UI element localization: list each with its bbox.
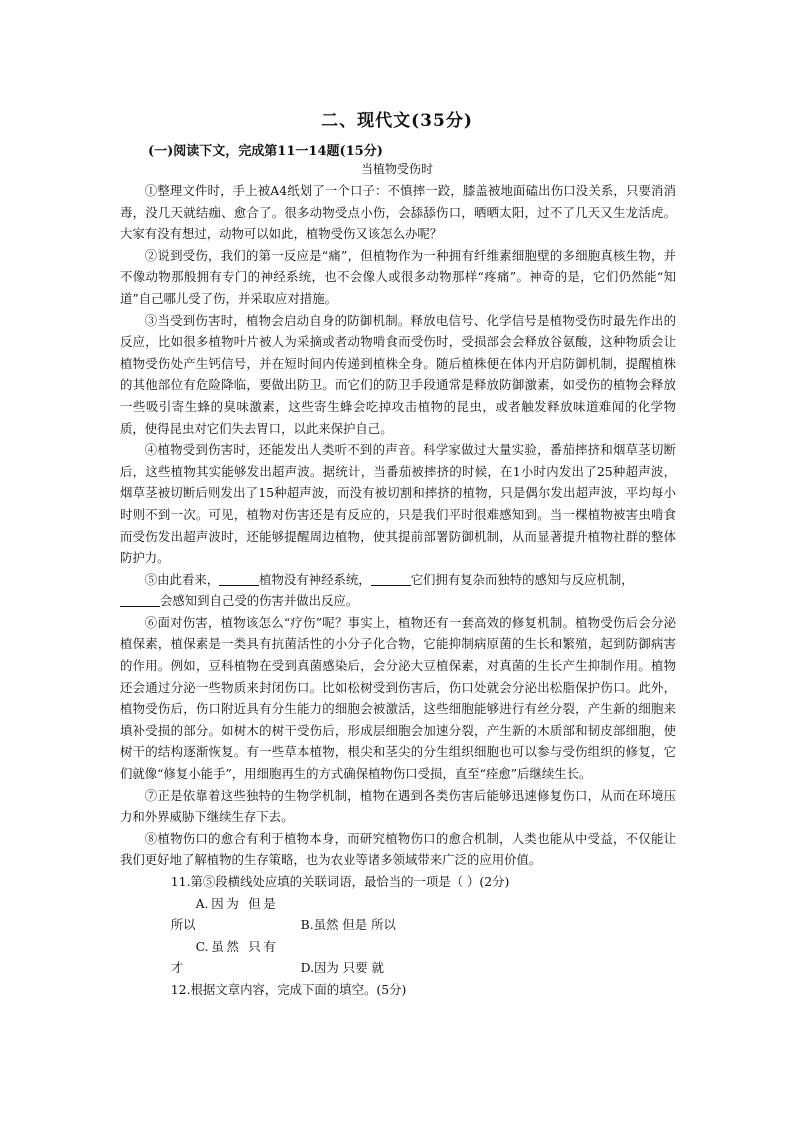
paragraph-5-part-d: 会感知到自己受的伤害并做出反应。 bbox=[160, 593, 359, 609]
paragraph-7: ⑦正是依靠着这些独特的生物学机制，植物在遇到各类伤害后能够迅速修复伤口，从而在环境压力和外界威胁下继续生存下去。 bbox=[120, 787, 676, 825]
question-11-options-row-2 bbox=[120, 936, 676, 979]
paragraph-4: ④植物受到伤害时，还能发出人类听不到的声音。科学家做过大量实验，番茄摔挤和烟草茎切断后，这些植物其实能够发出超声波。据统计，当番茄被摔挤的时候，在1小时内发出了25种超声波，烟草茎被切断后则发出了15种超声波，而没有被切割和摔挤的植物，只是偶尔发出超声波，平均每小时则不到一次。可见，植物对伤害还是有反应的，只是我们平时很难感知到。当一棵植物被害虫啃食而受伤发出超声波时，还能够提醒周边植物，使其提前部署防御机制，从而显著提升植物社群的整体防护力。 bbox=[120, 442, 676, 566]
section-title: 二、现代文(35分) bbox=[321, 111, 473, 131]
option-a: A.因为 但是 所以 bbox=[170, 895, 276, 933]
question-11-stem: 11.第⑤段横线处应填的关联词语，最恰当的一项是（ ）(2分) bbox=[170, 874, 510, 889]
option-c: C.虽然 只有 才 bbox=[170, 938, 276, 976]
paragraph-5 bbox=[120, 569, 676, 612]
question-12-stem: 12.根据文章内容，完成下面的填空。(5分) bbox=[170, 981, 407, 997]
blank-1 bbox=[219, 573, 259, 586]
article-body bbox=[120, 180, 676, 1001]
blank-2 bbox=[371, 573, 411, 586]
paragraph-2: ②说到受伤，我们的第一反应是“痛”，但植物作为一种拥有纤维素细胞壁的多细胞真核生物，并不像动物那般拥有专门的神经系统，也不会像人或很多动物那样“疼痛”。神奇的是，它们仍然能“知道”自己哪儿受了伤，并采取应对措施。 bbox=[120, 247, 676, 306]
paragraph-6: ⑥面对伤害，植物该怎么“疗伤”呢？事实上，植物还有一套高效的修复机制。植物受伤后会分泌植保素，植保素是一类具有抗菌活性的小分子化合物，它能抑制病原菌的生长和繁殖，起到防御病害的作用。例如，豆科植物在受到真菌感染后，会分泌大豆植保素，对真菌的生长产生抑制作用。植物还会通过分泌一些物质来封闭伤口。比如松树受到伤害后，伤口处就会分泌出松脂保护伤口。此外，植物受伤后，伤口附近具有分生能力的细胞会被激活，这些细胞能够进行有丝分裂，产生新的细胞来填补受损的部分。如树木的树干受伤后，形成层细胞会加速分裂，产生新的木质部和韧皮部细胞，使树干的结构逐渐恢复。有一些草本植物，根尖和茎尖的分生组织细胞也可以参与受伤组织的修复，它们就像“修复小能手”，用细胞再生的方式确保植物伤口受损，直至“痊愈”后继续生长。 bbox=[120, 614, 676, 782]
blank-3 bbox=[120, 594, 160, 607]
article-title: 当植物受伤时 bbox=[360, 162, 433, 176]
option-d: D.因为 只要 就 bbox=[300, 960, 384, 976]
paragraph-5-part-b: 植物没有神经系统， bbox=[259, 571, 371, 587]
paragraph-1: ①整理文件时，手上被A4纸划了一个口子：不慎摔一跤，膝盖被地面磕出伤口没关系，只要消消毒，没几天就结痂、愈合了。很多动物受点小伤，会舔舔伤口，晒晒太阳，过不了几天又生龙活虎。大家有没有想过，动物可以如此，植物受伤又该怎么办呢？ bbox=[120, 183, 676, 242]
paragraph-5-part-a: ⑤由此看来， bbox=[144, 571, 220, 587]
paragraph-5-part-c: 它们拥有复杂而独特的感知与反应机制， bbox=[410, 571, 634, 587]
paragraph-3: ③当受到伤害时，植物会启动自身的防御机制。释放电信号、化学信号是植物受伤时最先作出的反应，比如很多植物叶片被人为采摘或者动物啃食而受伤时，受损部会会释放谷氨酸，这种物质会让植物受伤处产生钙信号，并在短时间内传递到植株全身。随后植株便在体内开启防御机制，提醒植株的其他部位有危险降临，要做出防卫。而它们的防卫手段通常是释放防御激素，如受伤的植物会释放一些吸引寄生蜂的臭味激素，这些寄生蜂会吃掉攻击植物的昆虫，或者触发释放味道难闻的化学物质，使得昆虫对它们失去胃口，以此来保护自己。 bbox=[120, 312, 676, 436]
option-b: B.虽然 但是 所以 bbox=[300, 917, 396, 933]
question-11-options-row-1 bbox=[120, 893, 676, 936]
paragraph-8: ⑧植物伤口的愈合有利于植物本身，而研究植物伤口的愈合机制，人类也能从中受益，不仅能让我们更好地了解植物的生存策略，也为农业等诸多领域带来广泛的应用价值。 bbox=[120, 830, 676, 868]
reading-instruction: (一)阅读下文，完成第11一14题(15分) bbox=[148, 144, 383, 159]
